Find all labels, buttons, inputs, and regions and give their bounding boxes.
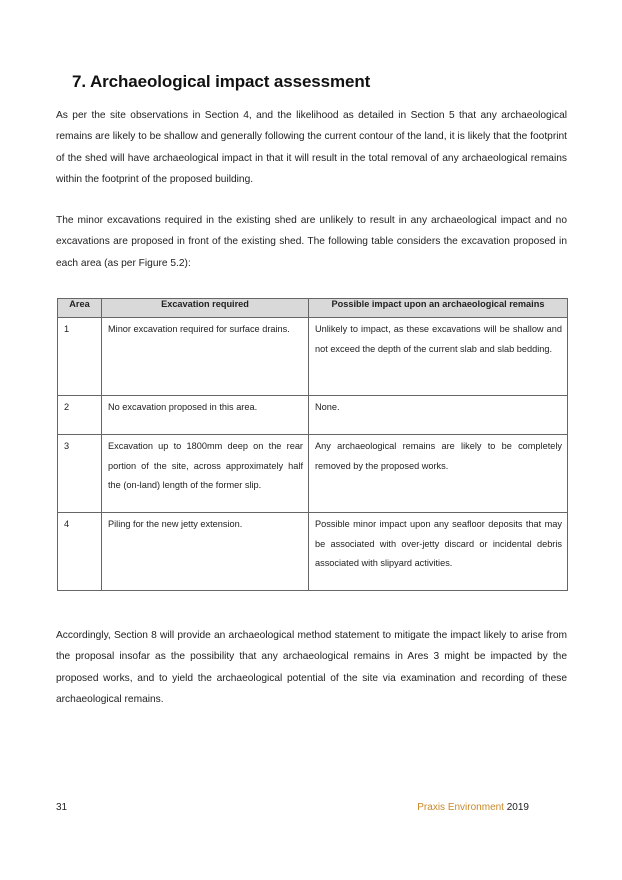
brand-name: Praxis Environment [417,802,504,813]
page-number: 31 [56,802,68,813]
cell-area: 4 [58,513,102,591]
cell-excavation: No excavation proposed in this area. [102,396,309,435]
table-row [58,435,568,513]
header-excavation: Excavation required [102,299,309,318]
impact-table [57,298,568,591]
cell-impact: Possible minor impact upon any seafloor deposits that may be associated with over-jetty discard or incidental debris associated with slipyard activities. [309,513,568,591]
header-impact: Possible impact upon an archaeological remains [309,299,568,318]
cell-area: 3 [58,435,102,513]
cell-impact: None. [309,396,568,435]
table-header-row [58,299,568,318]
paragraph-conclusion: Accordingly, Section 8 will provide an archaeological method statement to mitigate the impact likely to arise from the proposal insofar as the possibility that any archaeological remains in Ares 3 might be impacted by the proposed works, and to yield the archaeological potential of the site via examination and recording of these archaeological remains. [56,630,567,705]
brand-year: 2019 [506,802,529,813]
footer-brand [417,802,529,813]
cell-impact: Unlikely to impact, as these excavations will be shallow and not exceed the depth of the current slab and slab bedding. [309,318,568,396]
section-heading: 7. Archaeological impact assessment [72,72,371,91]
cell-area: 2 [58,396,102,435]
cell-excavation: Minor excavation required for surface drains. [102,318,309,396]
table-row [58,396,568,435]
cell-area: 1 [58,318,102,396]
cell-excavation: Piling for the new jetty extension. [102,513,309,591]
paragraph-intro: As per the site observations in Section 4, and the likelihood as detailed in Section 5 that any archaeological remains are likely to be shallow and generally following the current contour of the land, it is likely that the footprint of the shed will have archaeological impact in that it will result in the total removal of any archaeological remains within the footprint of the proposed building. [56,110,567,185]
header-area: Area [58,299,102,318]
cell-impact: Any archaeological remains are likely to be completely removed by the proposed works. [309,435,568,513]
cell-excavation: Excavation up to 1800mm deep on the rear portion of the site, across approximately half the (on-land) length of the former slip. [102,435,309,513]
table-row [58,513,568,591]
paragraph-excavations: The minor excavations required in the existing shed are unlikely to result in any archaeological impact and no excavations are proposed in front of the existing shed. The following table considers the excavation proposed in each area (as per Figure 5.2): [56,215,567,269]
table-row [58,318,568,396]
